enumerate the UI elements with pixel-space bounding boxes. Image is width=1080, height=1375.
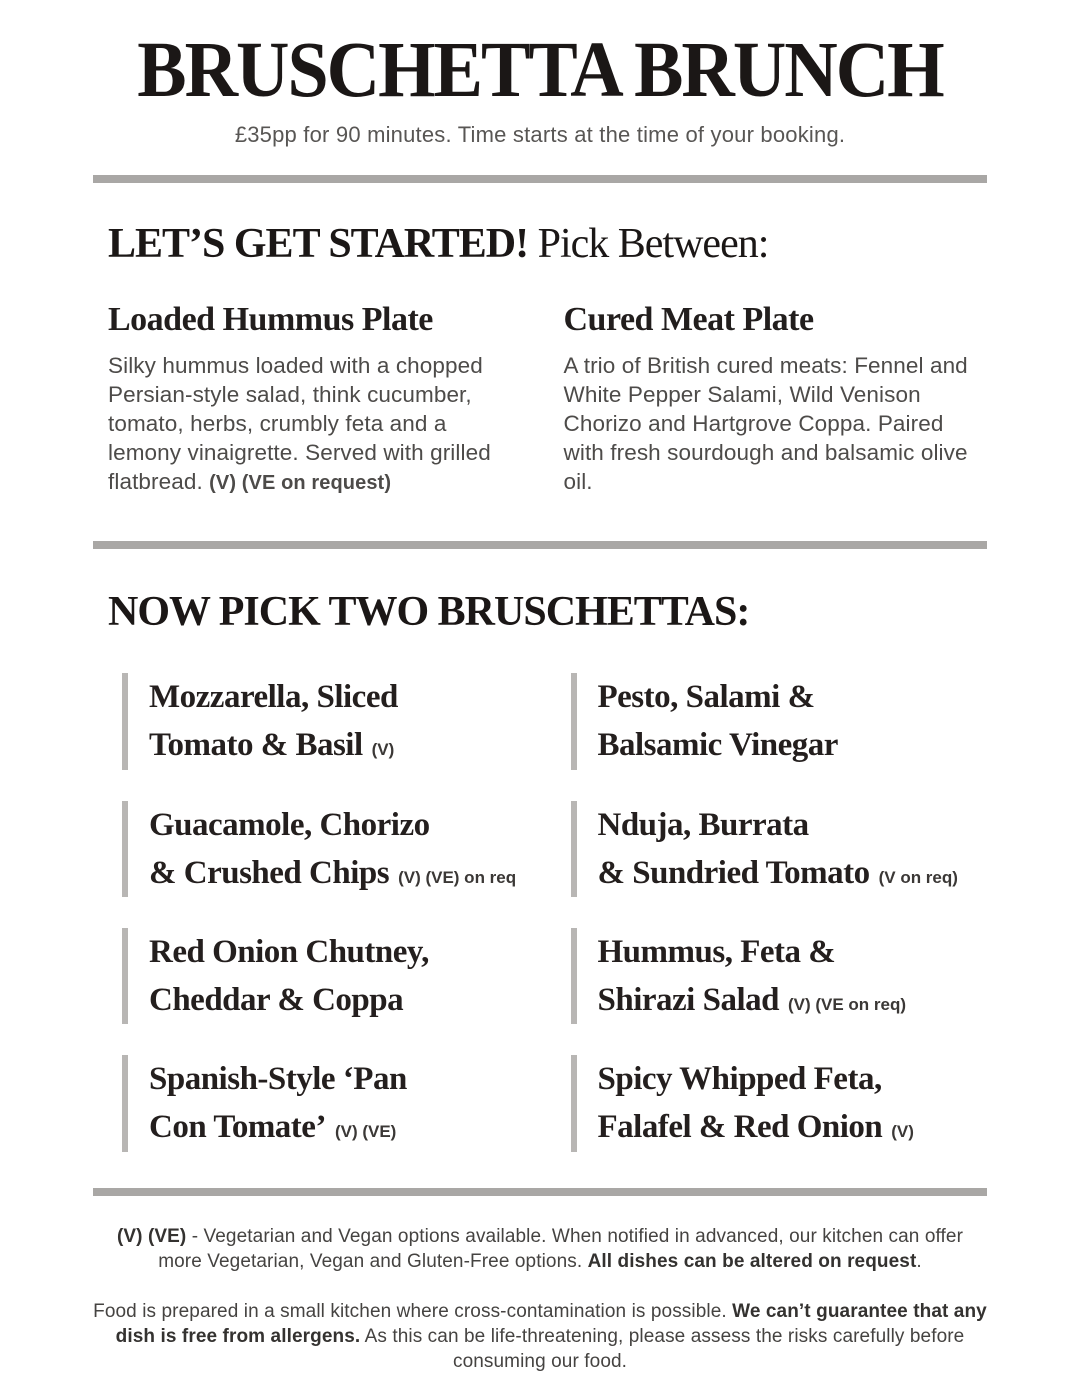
starter-description-text: Silky hummus loaded with a chopped Persian-style salad, think cucumber, tomato, herbs, crumbly feta and a lemony vinaigrette. Served with grilled flatbread.: [108, 353, 491, 495]
dietary-tag: (V): [891, 1122, 914, 1142]
starter-description: [564, 351, 978, 497]
bruschetta-name: [598, 928, 984, 1024]
bruschetta-item-pan-con-tomate: [122, 1055, 535, 1151]
bruschetta-name: [598, 801, 984, 897]
bruschetta-name: [149, 1055, 535, 1151]
bruschetta-name: [598, 673, 984, 769]
dietary-note-end: .: [916, 1251, 922, 1273]
dietary-tag: (V) (VE on req): [787, 995, 907, 1015]
bruschetta-line1: Spanish-Style ‘Pan: [149, 1061, 407, 1098]
starter-option-cured-meat: [564, 301, 978, 497]
bruschetta-line2: Falafel & Red Onion: [597, 1109, 883, 1146]
starter-description-text: A trio of British cured meats: Fennel and White Pepper Salami, Wild Venison Chorizo and Hartgrove Coppa. Paired with fresh sourdough and balsamic olive oil.: [563, 353, 968, 495]
bruschetta-line1: Nduja, Burrata: [597, 806, 809, 843]
bruschetta-grid: [108, 673, 987, 1151]
dietary-note-bold-prefix: (V) (VE): [116, 1225, 187, 1247]
bruschetta-line2: Con Tomate’: [149, 1109, 326, 1146]
bruschetta-name: [149, 673, 535, 769]
bruschetta-line2: Tomato & Basil: [149, 727, 363, 764]
starter-name: Cured Meat Plate: [563, 301, 814, 339]
bruschetta-line1: Pesto, Salami &: [597, 679, 815, 716]
bruschetta-name: [149, 928, 535, 1024]
bruschetta-item-guacamole: [122, 801, 535, 897]
starters-heading-regular: Pick Between:: [528, 221, 769, 267]
dietary-note-text: - Vegetarian and Vegan options available. When notified in advanced, our kitchen can offer more Vegetarian, Vegan and Gluten-Free options.: [158, 1225, 964, 1273]
menu-subtitle: £35pp for 90 minutes. Time starts at the time of your booking.: [234, 122, 846, 147]
section-divider: [93, 1188, 987, 1196]
bruschetta-line2: Cheddar & Coppa: [149, 982, 404, 1019]
bruschetta-item-spicy-whipped-feta: [571, 1055, 984, 1151]
dietary-tag: (V on req): [878, 867, 958, 887]
bruschetta-line2: Shirazi Salad: [597, 982, 779, 1019]
bruschetta-line1: Red Onion Chutney,: [149, 933, 429, 970]
bruschetta-line2: & Sundried Tomato: [597, 854, 870, 891]
bruschetta-line1: Spicy Whipped Feta,: [597, 1061, 882, 1098]
bruschetta-line1: Hummus, Feta &: [597, 933, 836, 970]
starter-description: [108, 351, 522, 497]
menu-header: [93, 25, 987, 148]
section-divider: [93, 541, 987, 549]
section-divider: [93, 175, 987, 183]
bruschetta-line2: Balsamic Vinegar: [597, 727, 838, 764]
bruschetta-item-mozzarella: [122, 673, 535, 769]
starters-heading-bold: LET’S GET STARTED!: [108, 221, 529, 267]
bruschetta-item-hummus-feta: [571, 928, 984, 1024]
allergen-note: [93, 1299, 987, 1375]
allergen-note-text: Food is prepared in a small kitchen where cross-contamination is possible.: [93, 1300, 733, 1322]
starter-option-hummus: [108, 301, 522, 497]
bruschetta-name: [598, 1055, 984, 1151]
page-title: BRUSCHETTA BRUNCH: [137, 25, 943, 115]
dietary-note: [93, 1224, 987, 1275]
bruschetta-line1: Mozzarella, Sliced: [149, 679, 398, 716]
bruschettas-heading: NOW PICK TWO BRUSCHETTAS:: [108, 589, 750, 636]
starters-heading: [108, 221, 977, 267]
starters-section: [93, 221, 987, 497]
dietary-note-bold-suffix: All dishes can be altered on request: [587, 1251, 917, 1273]
allergen-note-bold: We can’t guarantee that any dish is free from allergens.: [115, 1300, 987, 1347]
bruschetta-item-pesto: [571, 673, 984, 769]
starter-options: [108, 301, 977, 497]
starter-name: Loaded Hummus Plate: [108, 301, 433, 339]
bruschetta-line2: & Crushed Chips: [149, 854, 390, 891]
bruschetta-item-red-onion-chutney: [122, 928, 535, 1024]
allergen-note-end: As this can be life-threatening, please assess the risks carefully before consuming our food.: [360, 1325, 965, 1373]
dietary-tag: (V) (VE): [334, 1122, 397, 1142]
bruschetta-name: [149, 801, 535, 897]
dietary-tag: (V) (VE) on req: [398, 867, 517, 887]
bruschettas-section: [93, 589, 987, 1152]
dietary-tag: (V): [371, 740, 395, 760]
bruschetta-line1: Guacamole, Chorizo: [149, 806, 430, 843]
dietary-tag: (V) (VE on request): [209, 472, 392, 495]
menu-footer: [93, 1224, 987, 1375]
bruschetta-item-nduja: [571, 801, 984, 897]
